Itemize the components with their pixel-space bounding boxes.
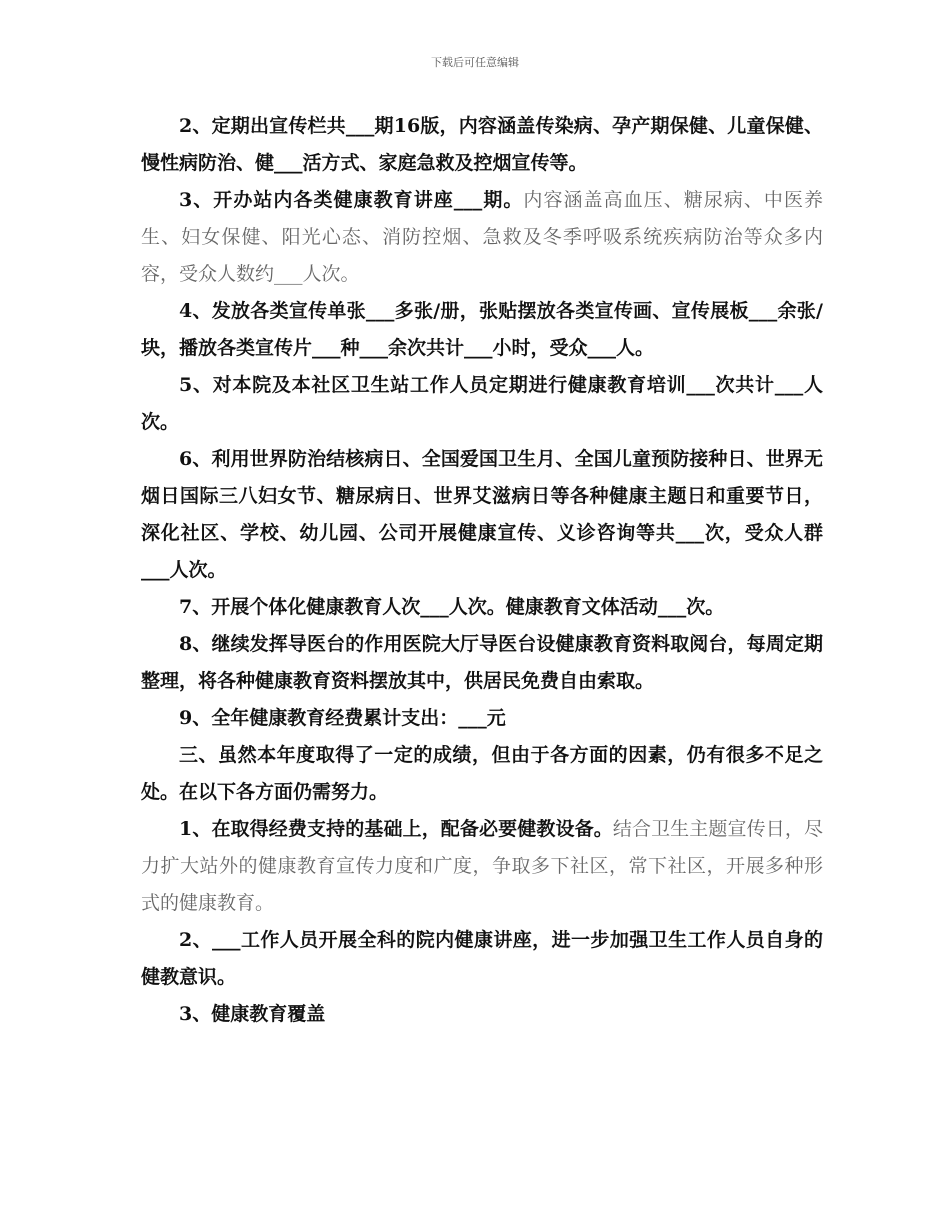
document-body [141,108,823,1033]
paragraph-lectures [141,182,823,293]
paragraph-guide-desk [141,626,823,700]
header-note: 下载后可任意编辑 [431,56,519,69]
paragraph-text-gray: 结合卫生主题宣传日，尽力扩大站外的健康教育宣传力度和广度，争取多下社区，常下社区，开展多种形式的健康教育。 [141,818,823,914]
paragraph-publicity-board [141,108,823,182]
paragraph-text: 2、定期出宣传栏共___期16版，内容涵盖传染病、孕产期保健、儿童保健、慢性病防治、健___活方式、家庭急救及控烟宣传等。 [141,115,823,174]
paragraph-individual-education [141,589,823,626]
paragraph-staff-lectures [141,922,823,996]
paragraph-staff-training [141,367,823,441]
paragraph-text: 3、健康教育覆盖 [179,1003,326,1025]
paragraph-leaflets [141,293,823,367]
paragraph-funding [141,700,823,737]
paragraph-text: 9、全年健康教育经费累计支出：___元 [179,707,506,729]
paragraph-text: 5、对本院及本社区卫生站工作人员定期进行健康教育培训___次共计___人次。 [141,374,823,433]
paragraph-health-days [141,441,823,589]
paragraph-shortcomings [141,737,823,811]
paragraph-text: 三、虽然本年度取得了一定的成绩，但由于各方面的因素，仍有很多不足之处。在以下各方面仍需努力。 [141,744,823,803]
paragraph-equipment [141,811,823,922]
paragraph-text: 1、在取得经费支持的基础上，配备必要健教设备。 [179,818,613,840]
paragraph-coverage [141,996,823,1033]
paragraph-text: 7、开展个体化健康教育人次___人次。健康教育文体活动___次。 [179,596,725,618]
paragraph-text: 3、开办站内各类健康教育讲座___期。 [179,189,524,211]
paragraph-text: 2、___工作人员开展全科的院内健康讲座，进一步加强卫生工作人员自身的健教意识。 [141,929,823,988]
paragraph-text: 4、发放各类宣传单张___多张/册，张贴摆放各类宣传画、宣传展板___余张/块，播放各类宣传片___种___余次共计___小时，受众___人。 [141,300,823,359]
paragraph-text: 8、继续发挥导医台的作用医院大厅导医台设健康教育资料取阅台，每周定期整理，将各种健康教育资料摆放其中，供居民免费自由索取。 [141,633,823,692]
paragraph-text-gray: 内容涵盖高血压、糖尿病、中医养生、妇女保健、阳光心态、消防控烟、急救及冬季呼吸系统疾病防治等众多内容，受众人数约___人次。 [141,189,823,285]
paragraph-text: 6、利用世界防治结核病日、全国爱国卫生月、全国儿童预防接种日、世界无烟日国际三八妇女节、糖尿病日、世界艾滋病日等各种健康主题日和重要节日，深化社区、学校、幼儿园、公司开展健康宣传、义诊咨询等共___次，受众人群___人次。 [141,448,823,581]
